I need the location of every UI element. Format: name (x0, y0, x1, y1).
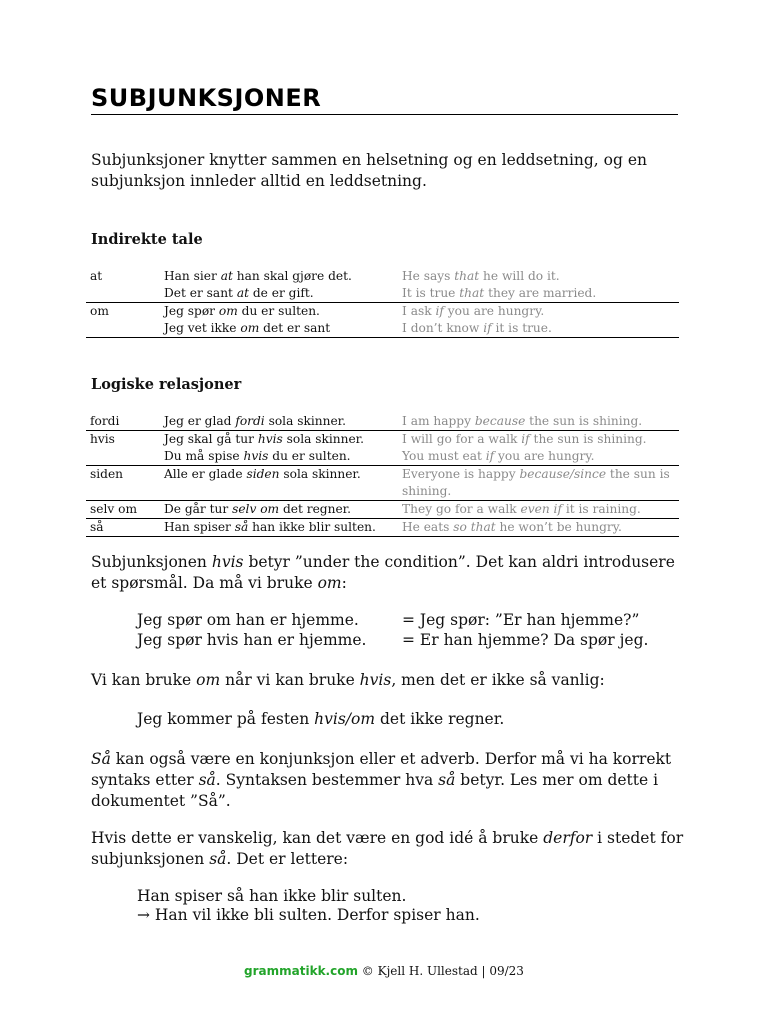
english-translation: It is true that they are married. (402, 286, 597, 300)
footer-brand-link[interactable]: grammatikk.com (244, 964, 358, 978)
table-row (86, 448, 679, 466)
footer-copyright: © Kjell H. Ullestad | 09/23 (357, 964, 524, 978)
paragraph-saa: Så kan også være en konjunksjon eller et adverb. Derfor må vi ha korrekt syntaks etter så. Syntaksen bestemmer hva så betyr. Les mer om dette i dokumentet ”Så”. (91, 750, 672, 810)
table-row (86, 413, 679, 431)
subjunction-key: så (86, 519, 160, 537)
paragraph-hvis: Subjunksjonen hvis betyr ”under the condition”. Det kan aldri introdusere et spørsmål. Da må vi bruke om: (91, 553, 675, 592)
example-left-2: Jeg spør hvis han er hjemme. (137, 631, 367, 649)
table-row (86, 303, 679, 321)
page-footer (0, 964, 768, 978)
table-row (86, 466, 679, 501)
subjunction-key: at (90, 269, 103, 283)
example-right-2: = Er han hjemme? Da spør jeg. (402, 631, 649, 649)
title-divider (91, 114, 678, 115)
paragraph-om: Vi kan bruke om når vi kan bruke hvis, men det er ikke så vanlig: (91, 671, 605, 689)
table-row (86, 519, 679, 537)
norwegian-example: Alle er glade siden sola skinner. (160, 466, 398, 501)
example-left-1: Jeg spør om han er hjemme. (137, 611, 359, 629)
logiske-relasjoner-table (86, 413, 679, 537)
example-right-1: = Jeg spør: ”Er han hjemme?” (402, 611, 640, 629)
subjunction-key: hvis (86, 431, 160, 449)
english-translation: I am happy because the sun is shining. (402, 414, 643, 428)
indirekte-tale-table (86, 268, 679, 338)
norwegian-example: Jeg er glad fordi sola skinner. (164, 414, 347, 428)
subjunction-key (86, 285, 160, 303)
english-translation: They go for a walk even if it is raining. (398, 501, 679, 519)
table-row (86, 268, 679, 285)
example-spiser: Han spiser så han ikke blir sulten. (137, 887, 407, 905)
subjunction-key: om (86, 303, 160, 321)
english-translation: I will go for a walk if the sun is shining. (398, 431, 679, 449)
subjunction-key: siden (86, 466, 160, 501)
norwegian-example: Jeg skal gå tur hvis sola skinner. (160, 431, 398, 449)
heading-indirekte-tale: Indirekte tale (91, 231, 203, 248)
subjunction-key (86, 448, 160, 466)
english-translation: He says that he will do it. (402, 269, 560, 283)
example-derfor: → Han vil ikke bli sulten. Derfor spiser han. (137, 906, 480, 924)
page-title: SUBJUNKSJONER (91, 84, 322, 112)
norwegian-example: Det er sant at de er gift. (164, 286, 314, 300)
english-translation: You must eat if you are hungry. (402, 449, 595, 463)
subjunction-key: selv om (86, 501, 160, 519)
paragraph-derfor: Hvis dette er vanskelig, kan det være en god idé å bruke derfor i stedet for subjunksjonen så. Det er lettere: (91, 829, 684, 868)
intro-paragraph: Subjunksjoner knytter sammen en helsetning og en leddsetning, og en subjunksjon innleder alltid en leddsetning. (91, 151, 647, 190)
norwegian-example: De går tur selv om det regner. (160, 501, 398, 519)
table-row (86, 285, 679, 303)
english-translation: Everyone is happy because/since the sun is shining. (398, 466, 679, 501)
table-row (86, 320, 679, 338)
heading-logiske-relasjoner: Logiske relasjoner (91, 376, 242, 393)
subjunction-key: fordi (90, 414, 120, 428)
table-row (86, 501, 679, 519)
norwegian-example: Han spiser så han ikke blir sulten. (160, 519, 398, 537)
english-translation: He eats so that he won’t be hungry. (398, 519, 679, 537)
example-festen: Jeg kommer på festen hvis/om det ikke regner. (137, 710, 505, 728)
norwegian-example: Jeg vet ikke om det er sant (160, 320, 398, 338)
norwegian-example: Du må spise hvis du er sulten. (164, 449, 351, 463)
subjunction-key (86, 320, 160, 338)
norwegian-example: Han sier at han skal gjøre det. (164, 269, 352, 283)
english-translation: I don’t know if it is true. (398, 320, 679, 338)
english-translation: I ask if you are hungry. (398, 303, 679, 321)
norwegian-example: Jeg spør om du er sulten. (160, 303, 398, 321)
table-row (86, 431, 679, 449)
